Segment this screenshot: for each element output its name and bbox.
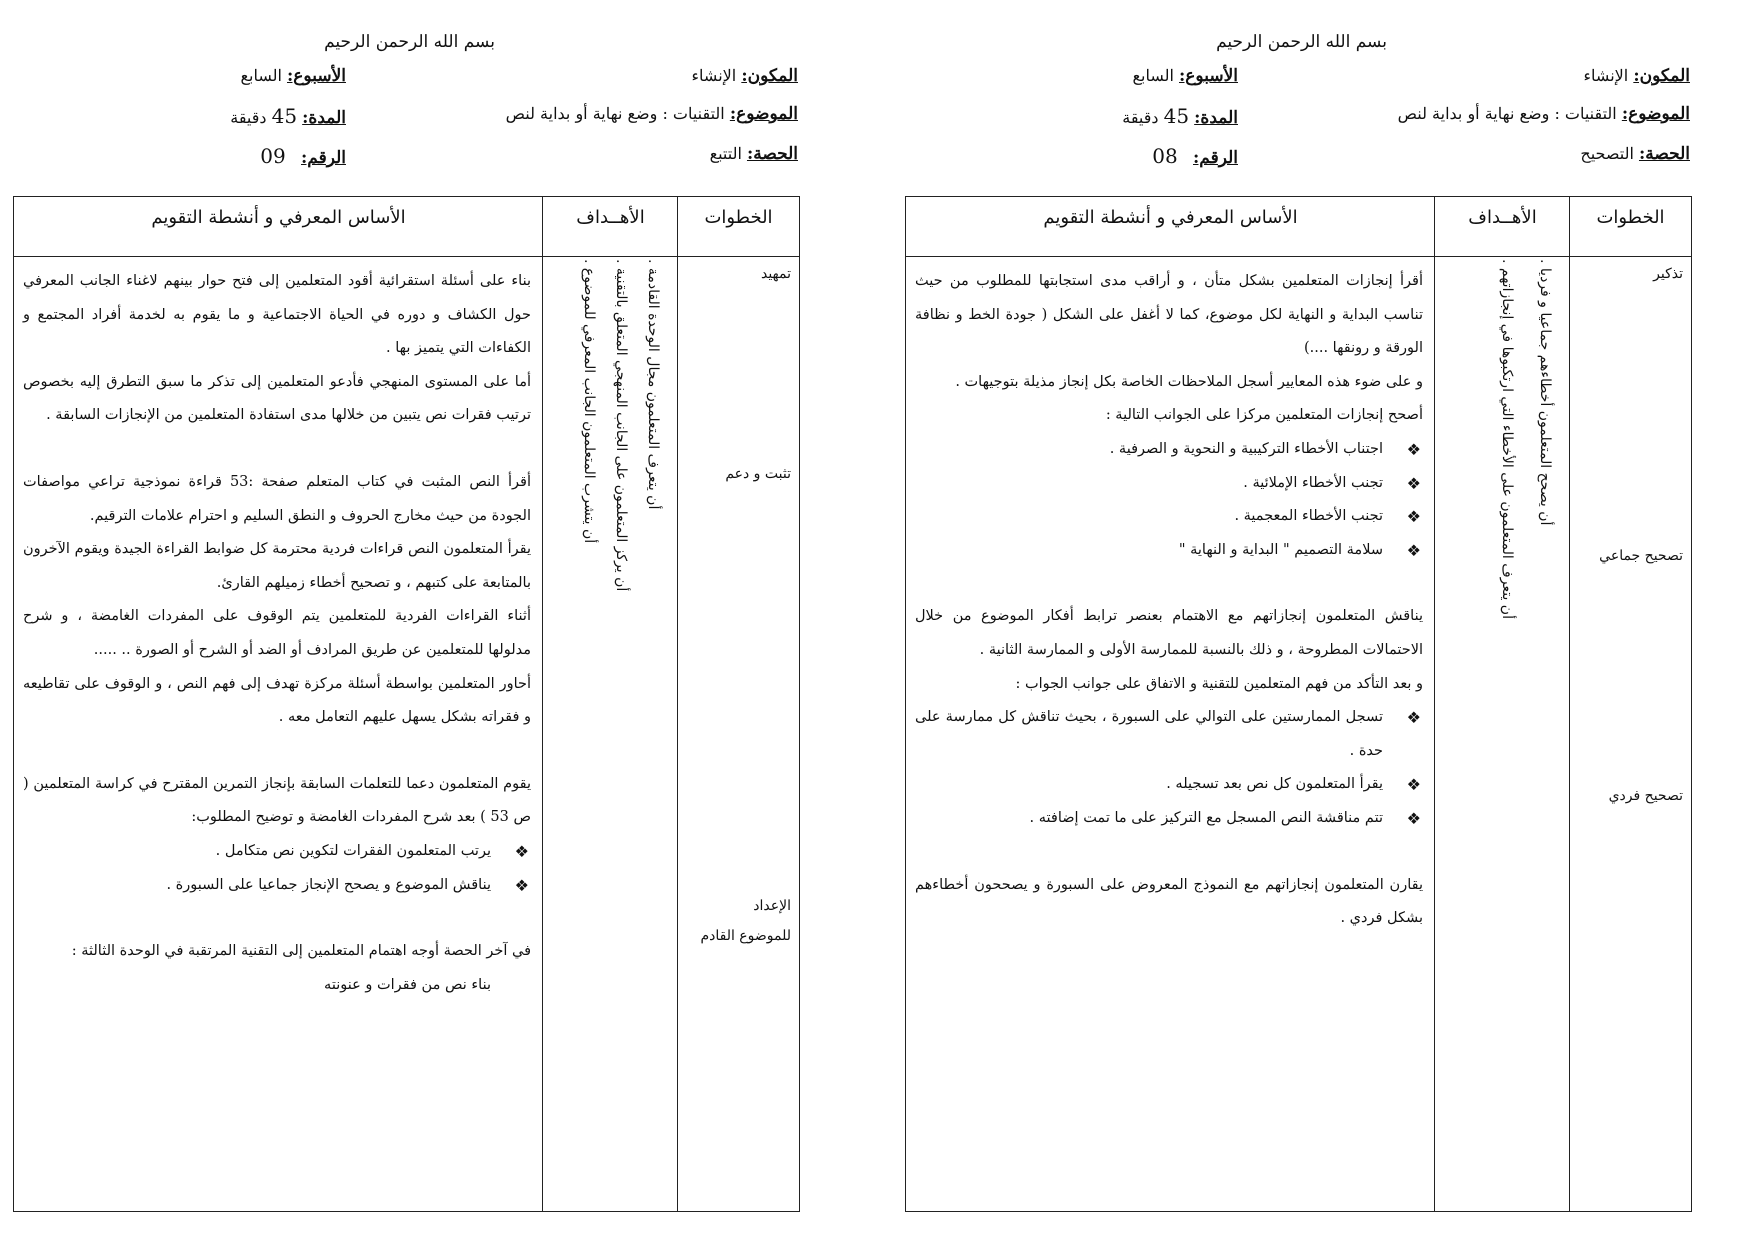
paragraph: يناقش المتعلمون إنجازاتهم مع الاهتمام بعنصر ترابط أفكار الموضوع من خلال الاحتمالات المطروحة ، و ذلك بالنسبة للممارسة الأولى و الممارسة الثانية .	[915, 608, 1423, 658]
lesson-table	[13, 196, 800, 1212]
header-row-1	[905, 66, 1698, 96]
paragraph: أقرأ إنجازات المتعلمين بشكل متأن ، و أراقب مدى استجابتها للمطلوب من حيث تناسب البداية و النهاية لكل موضوع، كما لا أغفل على الشكل ( جودة الخط و نظافة الورقة و رونقها ....)	[915, 273, 1423, 357]
bullet-item: ❖ تتم مناقشة النص المسجل مع التركيز على ما تمت إضافته .	[915, 802, 1423, 836]
component-info: المكون: الإنشاء	[691, 66, 798, 86]
bullet-item: ❖ يقرأ المتعلمون كل نص بعد تسجيله .	[915, 768, 1423, 802]
paragraph: أصحح إنجازات المتعلمين مركزا على الجوانب التالية :	[1105, 407, 1423, 424]
goal-item: أن يتعرف المتعلمون مجال الوحدة القادمة .	[645, 259, 661, 510]
goal-item: أن يتعرف المتعلمون على الأخطاء التي ارتكبوها في إنجازاتهم .	[1499, 259, 1515, 619]
col-header-steps: الخطوات	[1596, 207, 1665, 228]
number-info: الرقم: 09	[260, 144, 346, 168]
header-row-2	[905, 104, 1698, 134]
paragraph: أما على المستوى المنهجي فأدعو المتعلمين إلى تذكر ما سبق التطرق إليه بخصوص ترتيب فقرات نص يتبين من خلالها مدى استفادة المتعلمين من الإنجازات السابقة .	[23, 373, 531, 424]
goals-cell	[549, 259, 671, 879]
step-preparation: الإعداد	[753, 898, 791, 914]
paragraph: بناء نص من فقرات و عنونته	[324, 976, 491, 993]
paragraph: أثناء القراءات الفردية للمتعلمين يتم الوقوف على المفردات الغامضة ، و شرح مدلولها للمتعلمين عن طريق المرادف أو الضد أو الشرح أو الصورة .. .....	[23, 608, 531, 658]
paragraph: و على ضوء هذه المعايير أسجل الملاحظات الخاصة بكل إنجاز مذيلة بتوجيهات .	[955, 373, 1423, 390]
week-info: الأسبوع: السابع	[240, 66, 346, 86]
step-recall: تذكير	[1653, 266, 1683, 282]
step-intro: تمهيد	[760, 266, 791, 282]
duration-info: المدة: 45 دقيقة	[230, 104, 346, 128]
bullet-item: ❖ تجنب الأخطاء المعجمية .	[915, 500, 1423, 534]
paragraph: أحاور المتعلمين بواسطة أسئلة مركزة تهدف إلى فهم النص ، و الوقوف على تقاطيعه و فقراته بشكل يسهل عليهم التعامل معه .	[23, 675, 531, 726]
content-cell	[23, 265, 531, 1002]
column-divider	[1569, 197, 1570, 1211]
basmala: بسم الله الرحمن الرحيم	[1216, 32, 1387, 52]
goal-item: أن يتشرب المتعلمون الجانب المعرفي للموضوع .	[581, 259, 597, 544]
lesson-table	[905, 196, 1692, 1212]
week-info: الأسبوع: السابع	[1132, 66, 1238, 86]
bullet-item: ❖ يناقش الموضوع و يصحح الإنجاز جماعيا على السبورة .	[23, 869, 531, 903]
session-info: الحصة: التتبع	[709, 144, 798, 164]
component-info: المكون: الإنشاء	[1583, 66, 1690, 86]
goal-item: أن يركز المتعلمون على الجانب المنهجي المتعلق بالتقنية .	[613, 259, 629, 592]
goal-item: أن يصحح المتعلمون أخطاءهم جماعيا و فرديا .	[1537, 259, 1553, 526]
step-group-correction: تصحيح جماعي	[1599, 548, 1683, 564]
col-header-steps: الخطوات	[704, 207, 773, 228]
subject-info: الموضوع: التقنيات : وضع نهاية أو بداية لنص	[1397, 104, 1690, 124]
duration-info: المدة: 45 دقيقة	[1122, 104, 1238, 128]
subject-info: الموضوع: التقنيات : وضع نهاية أو بداية لنص	[505, 104, 798, 124]
col-header-goals: الأهــداف	[1468, 207, 1537, 228]
basmala: بسم الله الرحمن الرحيم	[324, 32, 495, 52]
column-divider	[1434, 197, 1435, 1211]
bullet-item: ❖ تجنب الأخطاء الإملائية .	[915, 467, 1423, 501]
bullet-item: ❖ اجتناب الأخطاء التركيبية و النحوية و الصرفية .	[915, 433, 1423, 467]
lesson-sheet-08	[905, 0, 1698, 1240]
step-individual-correction: تصحيح فردي	[1608, 788, 1683, 804]
paragraph: و بعد التأكد من فهم المتعلمين للتقنية و الاتفاق على جوانب الجواب :	[1015, 675, 1423, 692]
paragraph: يقرأ المتعلمون النص قراءات فردية محترمة كل ضوابط القراءة الجيدة ويقوم الآخرون بالمتابعة على كتبهم ، و تصحيح أخطاء زميلهم القارئ.	[23, 541, 531, 591]
header-divider	[14, 256, 799, 257]
column-divider	[542, 197, 543, 1211]
lesson-sheet-09	[13, 0, 806, 1240]
header-row-2	[13, 104, 806, 134]
header-row-1	[13, 66, 806, 96]
paragraph: أقرأ النص المثبت في كتاب المتعلم صفحة :53 قراءة نموذجية تراعي مواصفات الجودة من حيث مخارج الحروف و النطق السليم و احترام علامات الترقيم.	[23, 473, 531, 524]
bullet-item: ❖ تسجل الممارستين على التوالي على السبورة ، بحيث تناقش كل ممارسة على حدة .	[915, 701, 1423, 768]
paragraph: يقارن المتعلمون إنجازاتهم مع النموذج المعروض على السبورة و يصححون أخطاءهم بشكل فردي .	[915, 876, 1423, 927]
session-info: الحصة: التصحيح	[1580, 144, 1690, 164]
col-header-content: الأساس المعرفي و أنشطة التقويم	[1043, 207, 1298, 228]
header-row-3	[905, 144, 1698, 174]
step-preparation-next: للموضوع القادم	[700, 928, 791, 944]
paragraph: بناء على أسئلة استقرائية أقود المتعلمين إلى فتح حوار بينهم لاغناء الجانب المعرفي حول الكشاف و دوره في الحياة الاجتماعية و ما يقوم به لخدمة أفراد المجتمع و الكفاءات التي يتميز بها .	[23, 273, 531, 357]
bullet-item: ❖ يرتب المتعلمون الفقرات لتكوين نص متكامل .	[23, 835, 531, 869]
header-divider	[906, 256, 1691, 257]
header-row-3	[13, 144, 806, 174]
number-info: الرقم: 08	[1152, 144, 1238, 168]
step-reinforcement: تثبت و دعم	[725, 466, 791, 482]
col-header-goals: الأهــداف	[576, 207, 645, 228]
column-divider	[677, 197, 678, 1211]
goals-cell	[1441, 259, 1563, 879]
col-header-content: الأساس المعرفي و أنشطة التقويم	[151, 207, 406, 228]
paragraph: في آخر الحصة أوجه اهتمام المتعلمين إلى التقنية المرتقبة في الوحدة الثالثة :	[71, 943, 531, 960]
content-cell	[915, 265, 1423, 936]
bullet-item: ❖ سلامة التصميم " البداية و النهاية "	[915, 534, 1423, 568]
paragraph: يقوم المتعلمون دعما للتعلمات السابقة بإنجاز التمرين المقترح في كراسة المتعلمين ( ص 53 ) بعد شرح المفردات الغامضة و توضيح المطلوب:	[23, 775, 531, 826]
